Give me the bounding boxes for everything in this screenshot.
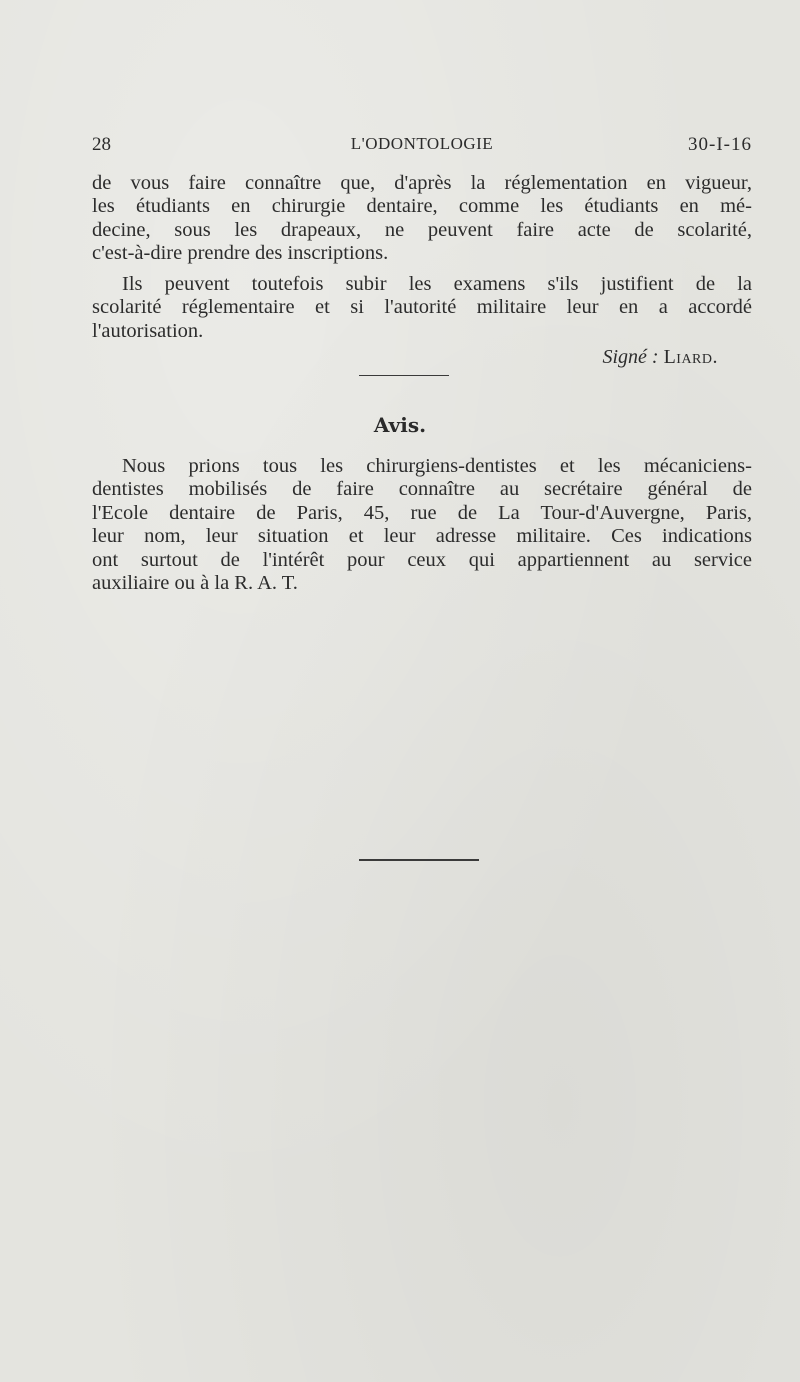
page-number: 28 xyxy=(92,134,111,155)
text-line: l'autorisation. xyxy=(92,319,204,342)
signature xyxy=(602,346,718,369)
text-line: auxiliaire ou à la R. A. T. xyxy=(92,571,298,594)
text-line: Nous prions tous les chirurgiens-dentistes et les mécaniciens- xyxy=(122,455,752,477)
text-line: l'Ecole dentaire de Paris, 45, rue de La Tour-d'Auvergne, Paris, xyxy=(92,501,752,524)
journal-title: L'ODONTOLOGIE xyxy=(350,134,494,153)
section-divider xyxy=(359,375,449,376)
notice-heading: Avis. xyxy=(373,413,427,437)
text-line: c'est-à-dire prendre des inscriptions. xyxy=(92,242,389,265)
text-line: scolarité réglementaire et si l'autorité militaire leur en a accordé xyxy=(92,296,752,319)
text-line: de vous faire connaître que, d'après la réglementation en vigueur, xyxy=(92,172,752,194)
text-line: ont surtout de l'intérêt pour ceux qui appartiennent au service xyxy=(92,548,752,571)
paragraph-letter-body xyxy=(92,172,752,266)
text-line: leur nom, leur situation et leur adresse militaire. Ces indications xyxy=(92,525,752,548)
text-line: Ils peuvent toutefois subir les examens s'ils justifient de la xyxy=(122,273,752,295)
signature-label: Signé : xyxy=(602,346,659,368)
text-line: decine, sous les drapeaux, ne peuvent faire acte de scolarité, xyxy=(92,218,752,241)
signature-name: Liard. xyxy=(663,346,718,368)
text-line: les étudiants en chirurgie dentaire, comme les étudiants en mé- xyxy=(92,195,752,218)
end-divider xyxy=(359,859,479,861)
paragraph-exams xyxy=(92,273,752,343)
text-line: dentistes mobilisés de faire connaître au secrétaire général de xyxy=(92,478,752,501)
issue-date: 30-I-16 xyxy=(688,134,752,155)
running-header xyxy=(92,134,752,158)
paragraph-notice xyxy=(92,455,752,595)
